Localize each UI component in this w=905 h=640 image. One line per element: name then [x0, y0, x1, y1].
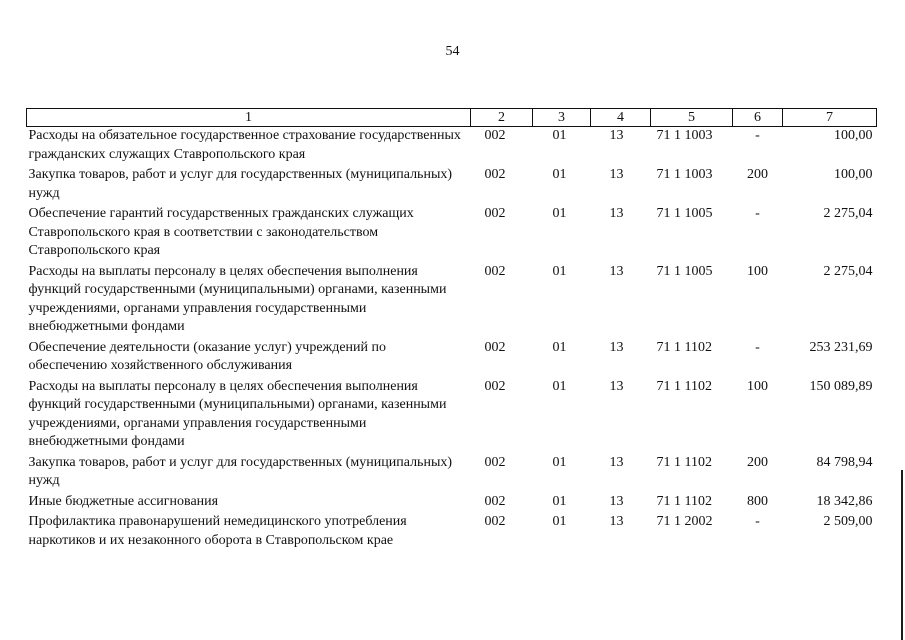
header-col-1: 1	[27, 109, 471, 127]
row-description: Закупка товаров, работ и услуг для государственных (муниципальных) нужд	[28, 454, 453, 488]
page-number: 54	[445, 44, 460, 59]
row-sum: 2 275,04	[823, 206, 873, 221]
row-vr: 100	[747, 378, 768, 394]
row-rz: 01	[552, 167, 567, 182]
header-col-4: 4	[591, 109, 651, 127]
table-row	[27, 378, 877, 454]
row-csr: 71 1 1003	[656, 128, 713, 143]
row-pr: 13	[609, 493, 624, 509]
table-row	[27, 166, 877, 205]
row-description: Расходы на выплаты персоналу в целях обеспечения выполнения функций государственными (муниципальными) органами, казенными учреждениями, органами управления государственными внебюджетными фондами	[28, 378, 447, 449]
header-col-7: 7	[783, 109, 877, 127]
row-description: Обеспечение гарантий государственных гражданских служащих Ставропольского края в соответствии с законодательством Ставропольского края	[28, 206, 414, 258]
row-rz: 01	[552, 454, 567, 470]
row-ved: 002	[484, 378, 506, 394]
row-ved: 002	[484, 128, 506, 143]
row-pr: 13	[609, 339, 624, 355]
row-csr: 71 1 1005	[656, 263, 713, 279]
row-rz: 01	[552, 378, 567, 394]
row-vr: -	[755, 514, 760, 529]
row-sum: 150 089,89	[809, 378, 873, 394]
header-col-6: 6	[733, 109, 783, 127]
row-sum: 84 798,94	[816, 454, 873, 470]
row-sum: 2 275,04	[823, 263, 873, 279]
row-csr: 71 1 1102	[656, 378, 712, 394]
row-ved: 002	[484, 167, 506, 182]
row-vr: -	[755, 206, 760, 221]
row-pr: 13	[609, 514, 624, 529]
row-pr: 13	[609, 167, 624, 182]
row-pr: 13	[609, 128, 624, 143]
row-rz: 01	[552, 493, 567, 509]
row-vr: -	[755, 128, 760, 143]
row-description: Расходы на обязательное государственное страхование государственных гражданских служащих Ставропольского края	[28, 128, 461, 162]
row-sum: 2 509,00	[823, 514, 873, 529]
row-csr: 71 1 1102	[656, 493, 712, 509]
row-sum: 100,00	[834, 167, 873, 182]
row-vr: -	[755, 339, 760, 355]
row-csr: 71 1 1003	[656, 167, 713, 182]
row-rz: 01	[552, 128, 567, 143]
row-ved: 002	[484, 514, 506, 529]
row-description: Обеспечение деятельности (оказание услуг) учреждений по обеспечению хозяйственного обслуживания	[28, 339, 387, 373]
row-ved: 002	[484, 206, 506, 221]
row-ved: 002	[484, 454, 506, 470]
row-rz: 01	[552, 514, 567, 529]
row-csr: 71 1 1005	[656, 206, 713, 221]
scan-edge-mark	[901, 470, 903, 640]
header-col-3: 3	[533, 109, 591, 127]
row-rz: 01	[552, 206, 567, 221]
row-csr: 71 1 1102	[656, 339, 712, 355]
row-description: Профилактика правонарушений немедицинского употребления наркотиков и их незаконного оборота в Ставропольском крае	[28, 514, 407, 548]
row-description: Закупка товаров, работ и услуг для государственных (муниципальных) нужд	[28, 167, 453, 201]
row-sum: 253 231,69	[809, 339, 873, 355]
table-row	[27, 127, 877, 167]
row-vr: 200	[747, 454, 768, 470]
header-col-2: 2	[471, 109, 533, 127]
row-ved: 002	[484, 263, 506, 279]
row-pr: 13	[609, 263, 624, 279]
table-header-row	[27, 109, 877, 127]
row-description: Иные бюджетные ассигнования	[28, 493, 219, 509]
row-vr: 800	[747, 493, 768, 509]
row-rz: 01	[552, 263, 567, 279]
row-ved: 002	[484, 493, 506, 509]
row-vr: 200	[747, 167, 768, 182]
row-csr: 71 1 2002	[656, 514, 713, 529]
row-vr: 100	[747, 263, 768, 279]
table-row	[27, 493, 877, 514]
row-ved: 002	[484, 339, 506, 355]
table-row	[27, 339, 877, 378]
table-row	[27, 454, 877, 493]
table-row	[27, 513, 877, 552]
row-pr: 13	[609, 454, 624, 470]
table-row	[27, 205, 877, 263]
row-description: Расходы на выплаты персоналу в целях обеспечения выполнения функций государственными (муниципальными) органами, казенными учреждениями, органами управления государственными внебюджетными фондами	[28, 263, 447, 334]
row-rz: 01	[552, 339, 567, 355]
row-pr: 13	[609, 378, 624, 394]
table-row	[27, 263, 877, 339]
header-col-5: 5	[651, 109, 733, 127]
budget-table	[26, 108, 877, 552]
row-csr: 71 1 1102	[656, 454, 712, 470]
row-sum: 18 342,86	[816, 493, 873, 509]
row-sum: 100,00	[834, 128, 873, 143]
row-pr: 13	[609, 206, 624, 221]
